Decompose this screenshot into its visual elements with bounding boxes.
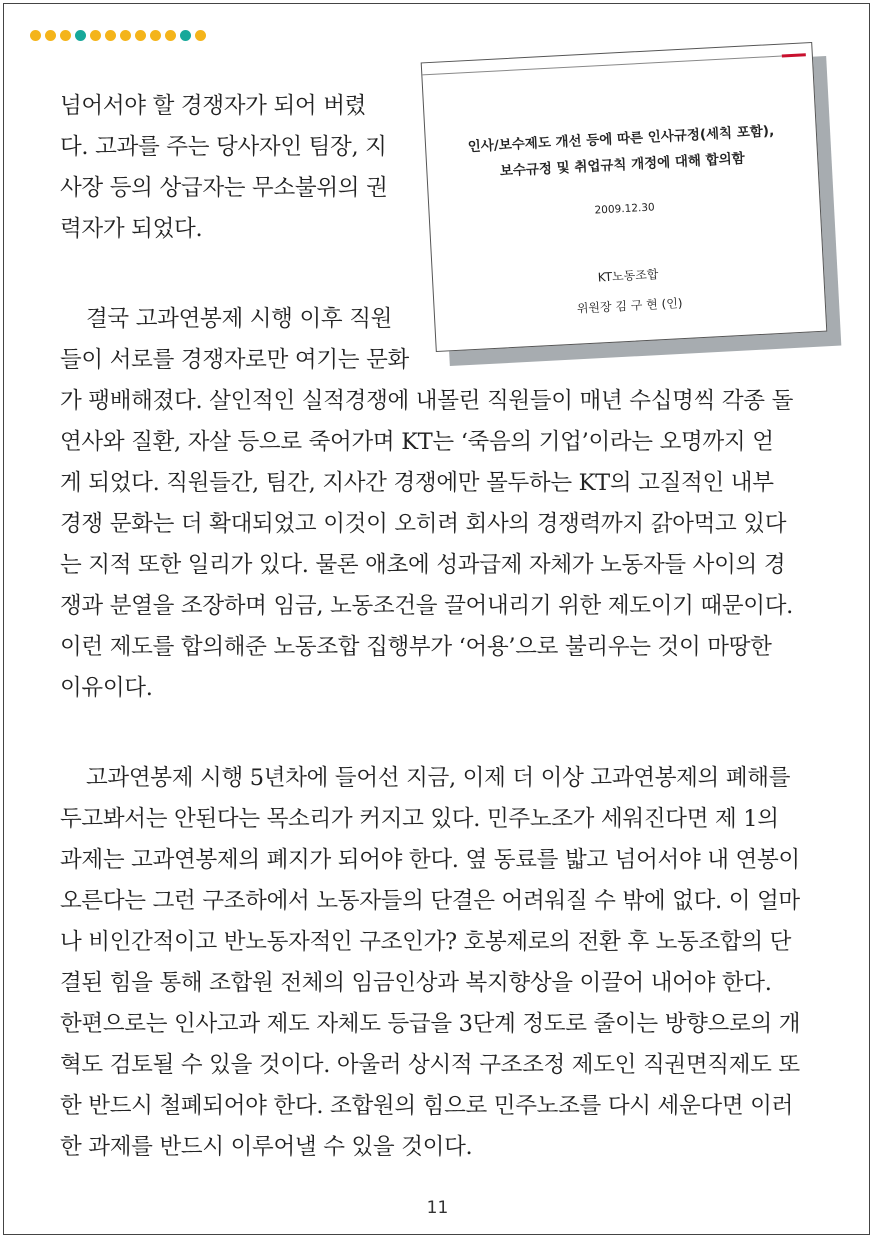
dot-icon [90,30,101,41]
dot-icon [180,30,191,41]
text-line: 연사와 질환, 자살 등으로 죽어가며 KT는 ‘죽음의 기업’이라는 오명까지 얻 [60,429,774,455]
dot-icon [120,30,131,41]
page-number: 11 [426,1198,449,1218]
text-line: 오른다는 그런 구조하에서 노동자들의 단결은 어려워질 수 밖에 없다. 이 얼마 [60,888,800,914]
text-line: 한 과제를 반드시 이루어낼 수 있을 것이다. [60,1134,473,1160]
document-red-accent [782,53,806,57]
text-line: 넘어서야 할 경쟁자가 되어 버렸 [60,93,367,119]
text-line: 다. 고과를 주는 당사자인 팀장, 지 [60,134,387,160]
document-date: 2009.12.30 [594,201,655,217]
dot-icon [45,30,56,41]
text-line: 들이 서로를 경쟁자로만 여기는 문화 [60,347,409,373]
text-line: 한 반드시 철폐되어야 한다. 조합원의 힘으로 민주노조를 다시 세운다면 이러 [60,1093,794,1119]
document-org: KT노동조합 [597,267,659,285]
document-divider [422,56,782,76]
agreement-document-image [428,52,828,354]
text-line: 결국 고과연봉제 시행 이후 직원 [86,306,393,332]
document-title-line-1: 인사/보수제도 개선 등에 따른 인사규정(세칙 포함), [467,123,775,156]
dot-icon [30,30,41,41]
text-line: 나 비인간적이고 반노동자적인 구조인가? 호봉제로의 전환 후 노동조합의 단 [60,929,792,955]
text-line: 두고봐서는 안된다는 목소리가 커지고 있다. 민주노조가 세워진다면 제 1의 [60,806,779,832]
text-line: 한편으로는 인사고과 제도 자체도 등급을 3단계 정도로 줄이는 방향으로의 개 [60,1011,801,1037]
document-title-line-2: 보수규정 및 취업규칙 개정에 대해 합의함 [499,150,746,180]
dot-icon [75,30,86,41]
text-line: 게 되었다. 직원들간, 팀간, 지사간 경쟁에만 몰두하는 KT의 고질적인 내부 [60,470,774,496]
dot-icon [105,30,116,41]
document-card [421,42,828,352]
text-line: 쟁과 분열을 조장하며 임금, 노동조건을 끌어내리기 위한 제도이기 때문이다. [60,593,794,619]
text-line: 고과연봉제 시행 5년차에 들어선 지금, 이제 더 이상 고과연봉제의 폐해를 [86,765,791,791]
text-line: 경쟁 문화는 더 확대되었고 이것이 오히려 회사의 경쟁력까지 갉아먹고 있다 [60,511,787,537]
document-signer: 위원장 김 구 현 (인) [576,296,683,316]
text-line: 혁도 검토될 수 있을 것이다. 아울러 상시적 구조조정 제도인 직권면직제도 또 [60,1052,800,1078]
dot-icon [165,30,176,41]
dot-icon [60,30,71,41]
text-line: 이런 제도를 합의해준 노동조합 집행부가 ‘어용’으로 불리우는 것이 마땅한 [60,634,772,660]
dot-icon [195,30,206,41]
text-line: 가 팽배해졌다. 살인적인 실적경쟁에 내몰린 직원들이 매년 수십명씩 각종 돌 [60,388,794,414]
text-line: 이유이다. [60,675,153,701]
text-line: 결된 힘을 통해 조합원 전체의 임금인상과 복지향상을 이끌어 내어야 한다. [60,970,772,996]
dot-icon [150,30,161,41]
dot-icon [135,30,146,41]
text-line: 과제는 고과연봉제의 폐지가 되어야 한다. 옆 동료를 밟고 넘어서야 내 연봉이 [60,847,800,873]
text-line: 는 지적 또한 일리가 있다. 물론 애초에 성과급제 자체가 노동자들 사이의 경 [60,552,786,578]
text-line: 사장 등의 상급자는 무소불위의 권 [60,175,388,201]
text-line: 력자가 되었다. [60,216,203,242]
